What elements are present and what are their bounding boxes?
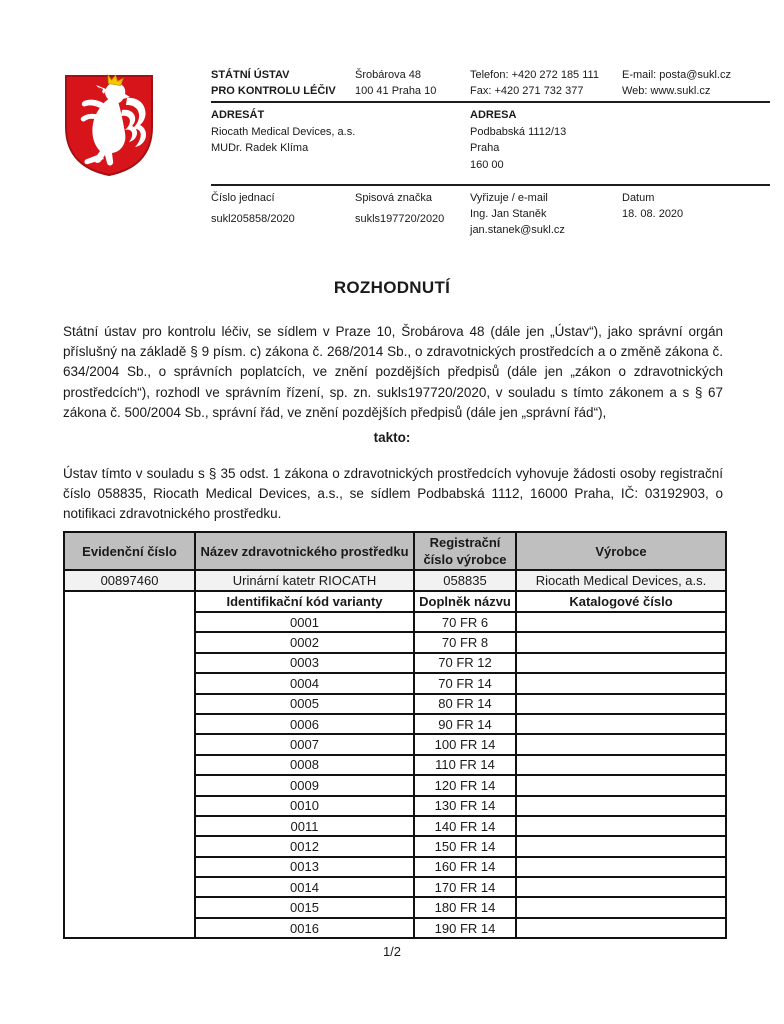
variant-name-suffix: 190 FR 14 [414,918,516,938]
letterhead-divider-bottom [211,184,770,186]
recipient-company: Riocath Medical Devices, a.s. [211,125,356,138]
product-row [64,570,726,591]
variant-catalog [516,673,726,693]
variant-code: 0011 [195,816,414,836]
variant-code: 0016 [195,918,414,938]
table-body [64,532,726,938]
variant-name-suffix: 120 FR 14 [414,775,516,795]
variant-catalog [516,714,726,734]
document-title: ROZHODNUTÍ [333,278,451,297]
variant-catalog [516,897,726,917]
variant-name-suffix: 70 FR 12 [414,653,516,673]
variant-catalog [516,612,726,632]
header-evidencni-cislo: Evidenční číslo [64,532,195,570]
variant-code: 0006 [195,714,414,734]
product-vyrobce: Riocath Medical Devices, a.s. [516,570,726,591]
variant-name-suffix: 170 FR 14 [414,877,516,897]
variant-catalog [516,816,726,836]
subheader-doplnek-nazvu: Doplněk názvu [414,591,516,612]
variant-catalog [516,836,726,856]
spisova-znacka-label: Spisová značka [355,192,433,204]
address-label: ADRESA [470,109,517,121]
variant-catalog [516,877,726,897]
address-block [470,107,566,173]
org-street: Šrobárova 48 [355,69,422,81]
header-vyrobce: Výrobce [516,532,726,570]
org-email: E-mail: posta@sukl.cz [622,69,731,81]
org-web: Web: www.sukl.cz [622,85,711,97]
empty-span-cell [64,591,195,938]
variant-catalog [516,755,726,775]
variant-code: 0005 [195,694,414,714]
address-zip: 160 00 [470,158,504,171]
address-street: Podbabská 1112/13 [470,125,567,138]
org-phone-block [470,67,599,99]
variant-code: 0010 [195,796,414,816]
datum-value: 18. 08. 2020 [622,208,684,220]
variant-code: 0003 [195,653,414,673]
variant-code: 0007 [195,734,414,754]
org-city: 100 41 Praha 10 [355,85,437,97]
variant-catalog [516,775,726,795]
notification-table [63,531,727,939]
variant-name-suffix: 70 FR 8 [414,632,516,652]
variant-name-suffix: 110 FR 14 [414,755,516,775]
variant-code: 0008 [195,755,414,775]
variant-name-suffix: 90 FR 14 [414,714,516,734]
variant-name-suffix: 150 FR 14 [414,836,516,856]
cislo-jednaci-value: sukl205858/2020 [211,213,295,225]
recipient-block [211,107,355,157]
variant-catalog [516,796,726,816]
recipient-person: MUDr. Radek Klíma [211,142,309,154]
product-nazev: Urinární katetr RIOCATH [195,570,414,591]
ref-vyrizuje-block [470,190,565,238]
variant-code: 0012 [195,836,414,856]
ref-cislo-jednaci-block [211,190,295,227]
variant-catalog [516,734,726,754]
variant-catalog [516,632,726,652]
variant-name-suffix: 80 FR 14 [414,694,516,714]
product-evidencni-cislo: 00897460 [64,570,195,591]
variant-code: 0002 [195,632,414,652]
page-number: 1/2 [382,944,402,959]
org-web-block [622,67,731,99]
variant-catalog [516,653,726,673]
header-nazev: Název zdravotnického prostředku [195,532,414,570]
header-registracni-cislo: Registrační číslo výrobce [414,532,516,570]
variant-catalog [516,694,726,714]
variant-code: 0009 [195,775,414,795]
product-registracni-cislo: 058835 [414,570,516,591]
variant-code: 0014 [195,877,414,897]
variant-name-suffix: 70 FR 14 [414,673,516,693]
variant-name-suffix: 100 FR 14 [414,734,516,754]
takto-label: takto: [373,430,411,445]
subheader-kod-varianty: Identifikační kód varianty [195,591,414,612]
org-phone: Telefon: +420 272 185 111 [470,69,599,81]
ref-spisova-znacka-block [355,190,444,227]
org-fax: Fax: +420 271 732 377 [470,85,584,97]
variant-catalog [516,918,726,938]
recipient-label: ADRESÁT [211,109,265,121]
table-header-row [64,532,726,570]
address-city: Praha [470,142,500,154]
spisova-znacka-value: sukls197720/2020 [355,213,445,225]
variant-code: 0013 [195,857,414,877]
letterhead-divider-top [211,101,770,103]
variant-code: 0015 [195,897,414,917]
variant-subheader-row [64,591,726,612]
variant-code: 0001 [195,612,414,632]
org-name-line1: STÁTNÍ ÚSTAV [211,69,290,81]
vyrizuje-label: Vyřizuje / e-mail [470,192,548,204]
variant-catalog [516,857,726,877]
decision-paragraph: Ústav tímto v souladu s § 35 odst. 1 zákona o zdravotnických prostředcích vyhovuje žádosti osoby registrační číslo 058835, Riocath Medical Devices, a.s., se sídlem Podbabská 1112, 16000 Praha, IČ: 03192903, o notifikaci zdravotnického prostředku. [63,466,723,522]
intro-paragraph: Státní ústav pro kontrolu léčiv, se sídlem v Praze 10, Šrobárova 48 (dále jen „Ústav“), jako správní orgán příslušný na základě § 9 písm. c) zákona č. 268/2014 Sb., o zdravotnických prostředcích a o změně zákona č. 634/2004 Sb., o správních poplatcích, ve znění pozdějších předpisů (dále jen „zákon o zdravotnických prostředcích“), rozhodl ve správním řízení, sp. zn. sukls197720/2020, v souladu s tímto zákonem a s § 67 zákona č. 500/2004 Sb., správní řád, ve znění pozdějších předpisů (dále jen „správní řád“), [63,324,723,420]
variant-name-suffix: 70 FR 6 [414,612,516,632]
vyrizuje-email: jan.stanek@sukl.cz [470,224,565,236]
variant-name-suffix: 180 FR 14 [414,897,516,917]
variant-name-suffix: 160 FR 14 [414,857,516,877]
org-name-block [211,67,336,99]
ref-datum-block [622,190,683,222]
variant-name-suffix: 140 FR 14 [414,816,516,836]
czech-coat-of-arms-icon [58,72,160,178]
datum-label: Datum [622,192,655,204]
vyrizuje-name: Ing. Jan Staněk [470,208,547,220]
variant-name-suffix: 130 FR 14 [414,796,516,816]
org-address-block [355,67,436,99]
cislo-jednaci-label: Číslo jednací [211,192,275,204]
variant-code: 0004 [195,673,414,693]
org-name-line2: PRO KONTROLU LÉČIV [211,85,336,97]
subheader-katalogove-cislo: Katalogové číslo [516,591,726,612]
